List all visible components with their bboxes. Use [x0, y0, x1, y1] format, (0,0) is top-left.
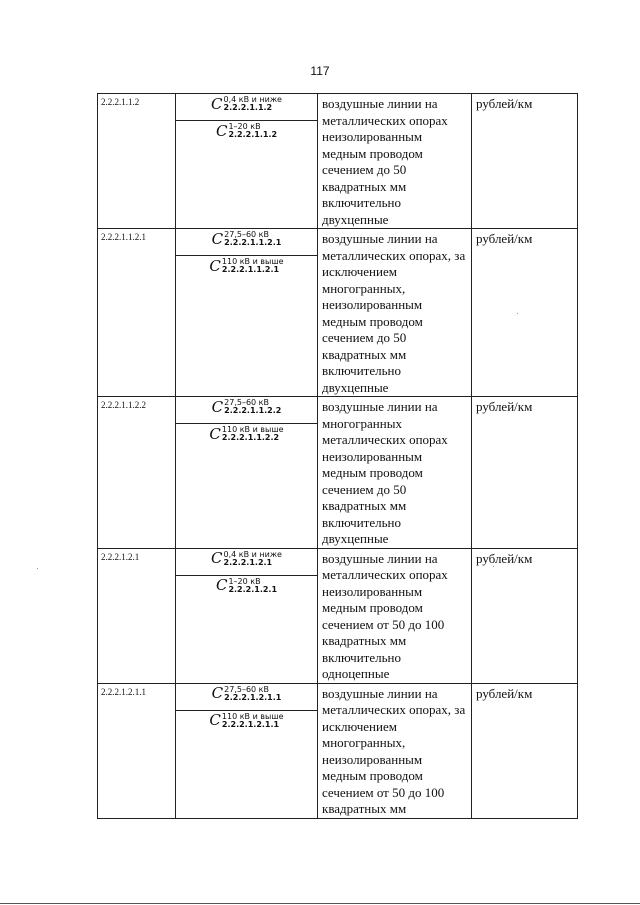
- unit-cell: [472, 397, 578, 549]
- description-cell: [318, 548, 472, 683]
- symbol-subscript: 2.2.2.1.1.2.2: [221, 433, 280, 443]
- symbol-cell: [176, 548, 318, 683]
- rate-symbol: [176, 576, 317, 603]
- rates-table: [97, 93, 578, 819]
- row-unit: рублей/км: [476, 399, 533, 414]
- symbol-base: C: [211, 94, 223, 113]
- symbol-base: C: [215, 121, 228, 140]
- unit-cell: [472, 683, 578, 818]
- rate-symbol: [176, 94, 317, 121]
- scan-edge: [0, 903, 640, 904]
- page-number: 117: [310, 64, 330, 78]
- table-row: [98, 229, 578, 397]
- scan-speck: [493, 566, 494, 567]
- symbol-base: C: [215, 576, 228, 595]
- rate-symbol: [176, 397, 317, 424]
- row-unit: рублей/км: [476, 96, 533, 111]
- row-unit: рублей/км: [476, 685, 533, 701]
- rate-symbol: [176, 256, 317, 283]
- row-code: 2.2.2.1.2.1.1: [101, 686, 146, 697]
- table-row: [98, 397, 578, 549]
- symbol-superscript: 27,5–60 кВ: [224, 398, 269, 407]
- table-row: [98, 94, 578, 229]
- unit-cell: [472, 548, 578, 683]
- description-cell: [318, 94, 472, 229]
- symbol-subscript: 2.2.2.1.2.1.1: [224, 692, 282, 702]
- symbol-subscript: 2.2.2.1.2.1: [228, 584, 278, 594]
- scan-speck: [37, 568, 38, 569]
- symbol-subscript: 2.2.2.1.2.1: [223, 557, 273, 567]
- symbol-cell: [176, 397, 318, 549]
- row-description: воздушные линии на металлических опорах неизолированным медным проводом сечением от 50 до 100 квадратных мм включительно одноцепные: [322, 550, 448, 681]
- code-cell: [98, 683, 176, 818]
- rate-symbol: [176, 711, 317, 738]
- unit-cell: [472, 229, 578, 397]
- symbol-base: C: [209, 711, 221, 730]
- symbol-superscript: 1–20 кВ: [228, 576, 261, 586]
- symbol-cell: [176, 229, 318, 397]
- symbol-base: C: [211, 397, 224, 416]
- symbol-superscript: 1–20 кВ: [228, 122, 261, 131]
- row-unit: рублей/км: [476, 550, 533, 566]
- symbol-subscript: 2.2.2.1.2.1.1: [221, 719, 280, 729]
- description-cell: [318, 397, 472, 549]
- rate-symbol: [176, 121, 317, 148]
- symbol-base: C: [209, 424, 221, 443]
- symbol-subscript: 2.2.2.1.1.2.1: [224, 238, 282, 248]
- description-cell: [318, 683, 472, 818]
- row-description: воздушные линии на металлических опорах, за исключением многогранных, неизолированным медным проводом сечением до 50 квадратных мм включительно двухцепные: [322, 231, 466, 395]
- symbol-base: C: [209, 256, 221, 275]
- rate-symbol: [176, 229, 317, 256]
- symbol-subscript: 2.2.2.1.1.2: [228, 130, 278, 140]
- symbol-subscript: 2.2.2.1.1.2.2: [224, 406, 282, 416]
- symbol-cell: [176, 683, 318, 818]
- symbol-superscript: 110 кВ и выше: [221, 257, 284, 266]
- row-code: 2.2.2.1.1.2.1: [101, 232, 146, 242]
- symbol-superscript: 0,4 кВ и ниже: [223, 549, 282, 559]
- code-cell: [98, 548, 176, 683]
- symbol-superscript: 27,5–60 кВ: [224, 230, 269, 239]
- row-description: воздушные линии на многогранных металлических опорах неизолированным медным проводом сечением до 50 квадратных мм включительно двухцепные: [322, 399, 448, 546]
- symbol-superscript: 110 кВ и выше: [221, 711, 284, 721]
- symbol-superscript: 110 кВ и выше: [221, 425, 284, 434]
- symbol-subscript: 2.2.2.1.1.2: [223, 103, 273, 113]
- code-cell: [98, 94, 176, 229]
- unit-cell: [472, 94, 578, 229]
- symbol-base: C: [211, 549, 223, 568]
- symbol-subscript: 2.2.2.1.1.2.1: [221, 265, 280, 275]
- symbol-cell: [176, 94, 318, 229]
- row-code: 2.2.2.1.1.2.2: [101, 400, 146, 410]
- rate-symbol: [176, 684, 317, 711]
- rate-symbol: [176, 424, 317, 451]
- rate-symbol: [176, 549, 317, 576]
- row-description: воздушные линии на металлических опорах неизолированным медным проводом сечением до 50 квадратных мм включительно двухцепные: [322, 96, 448, 227]
- table-row: [98, 548, 578, 683]
- scan-speck: [517, 313, 518, 314]
- symbol-base: C: [211, 684, 224, 703]
- row-code: 2.2.2.1.1.2: [101, 97, 140, 107]
- row-description: воздушные линии на металлических опорах, за исключением многогранных, неизолированным медным проводом сечением от 50 до 100 квадратных мм: [322, 685, 466, 816]
- description-cell: [318, 229, 472, 397]
- code-cell: [98, 397, 176, 549]
- symbol-superscript: 27,5–60 кВ: [224, 684, 269, 694]
- code-cell: [98, 229, 176, 397]
- symbol-superscript: 0,4 кВ и ниже: [223, 95, 282, 104]
- table-row: [98, 683, 578, 818]
- row-code: 2.2.2.1.2.1: [101, 551, 140, 562]
- row-unit: рублей/км: [476, 231, 533, 246]
- symbol-base: C: [211, 229, 224, 248]
